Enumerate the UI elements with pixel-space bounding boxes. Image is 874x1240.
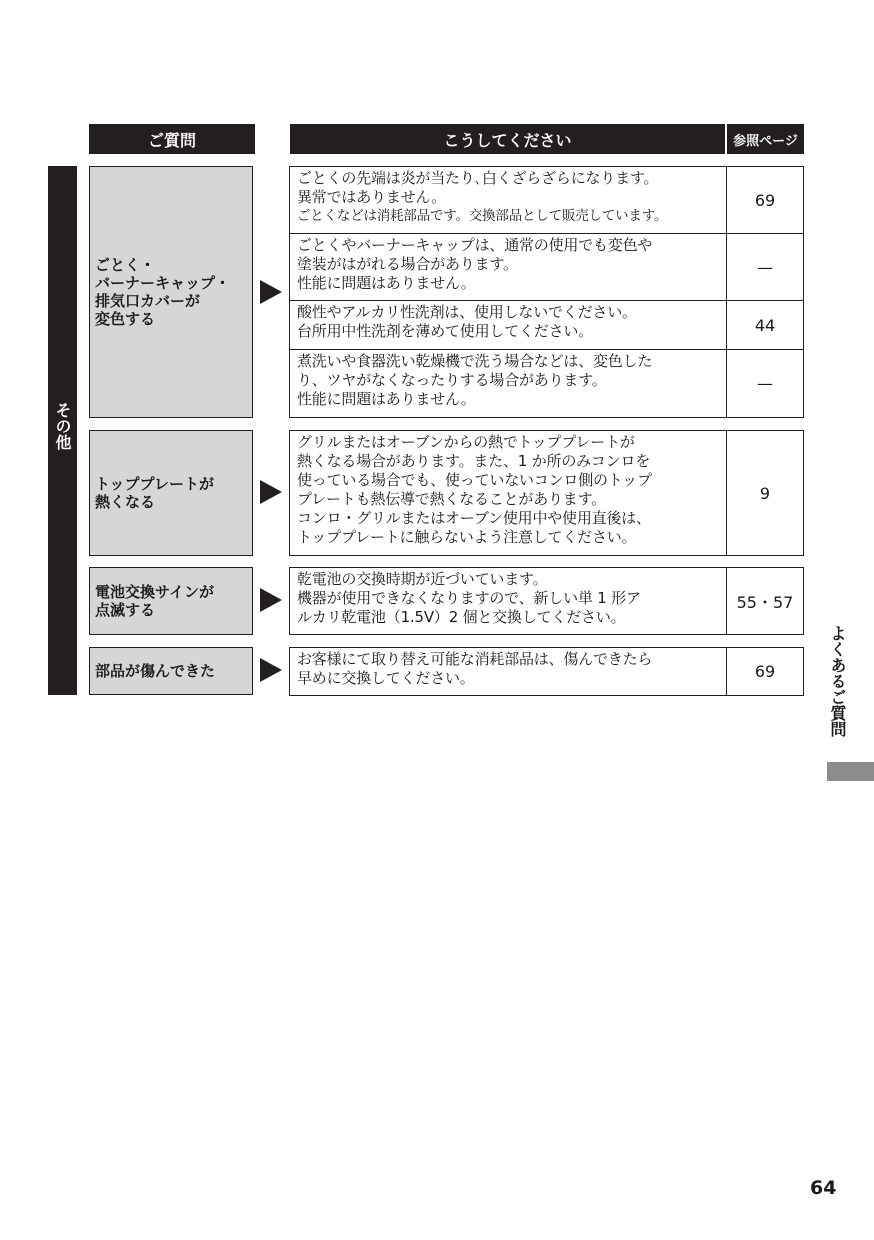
reference-page: 44	[754, 315, 776, 335]
question-top-plate-hot	[89, 430, 253, 556]
answer-text: お客様にて取り替え可能な消耗部品は、傷んできたら 早めに交換してください。	[290, 648, 727, 695]
category-label: その他	[53, 402, 72, 450]
reference-page: 55・57	[736, 592, 794, 612]
answer-row	[289, 349, 804, 418]
answer-row	[289, 430, 804, 556]
answer-row	[289, 300, 804, 350]
question-line: 排気口カバーが	[95, 292, 201, 310]
side-tab-bar	[827, 762, 874, 781]
question-line: バーナーキャップ・	[95, 274, 231, 292]
reference-page: —	[757, 374, 773, 393]
answer-text: 酸性やアルカリ性洗剤は、使用しないでください。 台所用中性洗剤を薄めて使用してください。	[290, 301, 727, 349]
reference-page: 69	[754, 190, 776, 210]
question-line: 部品が傷んできた	[95, 662, 216, 680]
answer-text: ごとくやバーナーキャップは、通常の使用でも変色や 塗装がはがれる場合があります。 性能に問題はありません。	[290, 234, 727, 300]
answer-row	[289, 166, 804, 234]
question-parts-damaged	[89, 647, 253, 695]
reference-page: 9	[759, 483, 771, 503]
reference-page: 69	[754, 662, 776, 681]
question-battery-sign	[89, 567, 253, 635]
answer-row	[289, 647, 804, 696]
question-line: 熱くなる	[95, 493, 156, 511]
question-discoloration	[89, 166, 253, 418]
answer-row	[289, 567, 804, 635]
header-question: ご質問	[89, 124, 255, 154]
arrow-icon	[260, 588, 282, 612]
arrow-icon	[260, 280, 282, 304]
answer-row	[289, 233, 804, 301]
answer-text: ごとくの先端は炎が当たり､白くざらざらになります。 異常ではありません。 ごとくなどは消耗部品です。交換部品として販売しています。	[290, 167, 727, 233]
header-answer: こうしてください	[290, 124, 725, 154]
arrow-icon	[260, 658, 282, 682]
category-bar	[48, 166, 77, 695]
question-line: ごとく・	[95, 256, 156, 274]
question-line: 点滅する	[95, 601, 156, 619]
question-line: トッププレートが	[95, 475, 214, 493]
question-line: 電池交換サインが	[95, 583, 214, 601]
answer-text: グリルまたはオーブンからの熱でトッププレートが 熱くなる場合があります。また、1 か所のみコンロを 使っている場合でも、使っていないコンロ側のトップ プレートも熱伝導で熱くなることがあります。 コンロ・グリルまたはオーブン使用中や使用直後は、 トッププレートに触らないよう注意してください。	[290, 431, 727, 555]
answer-text: 煮洗いや食器洗い乾燥機で洗う場合などは、変色した り、ツヤがなくなったりする場合があります。 性能に問題はありません。	[290, 350, 727, 417]
side-tab-label: よくあるご質問	[828, 625, 847, 737]
answer-text: 乾電池の交換時期が近づいています。 機器が使用できなくなりますので、新しい単 1 形ア ルカリ乾電池（1.5V）2 個と交換してください。	[290, 568, 727, 634]
reference-page: —	[757, 257, 773, 277]
page-number: 64	[810, 1177, 837, 1199]
question-line: 変色する	[95, 310, 156, 328]
arrow-icon	[260, 480, 282, 504]
header-reference: 参照ページ	[727, 124, 804, 154]
